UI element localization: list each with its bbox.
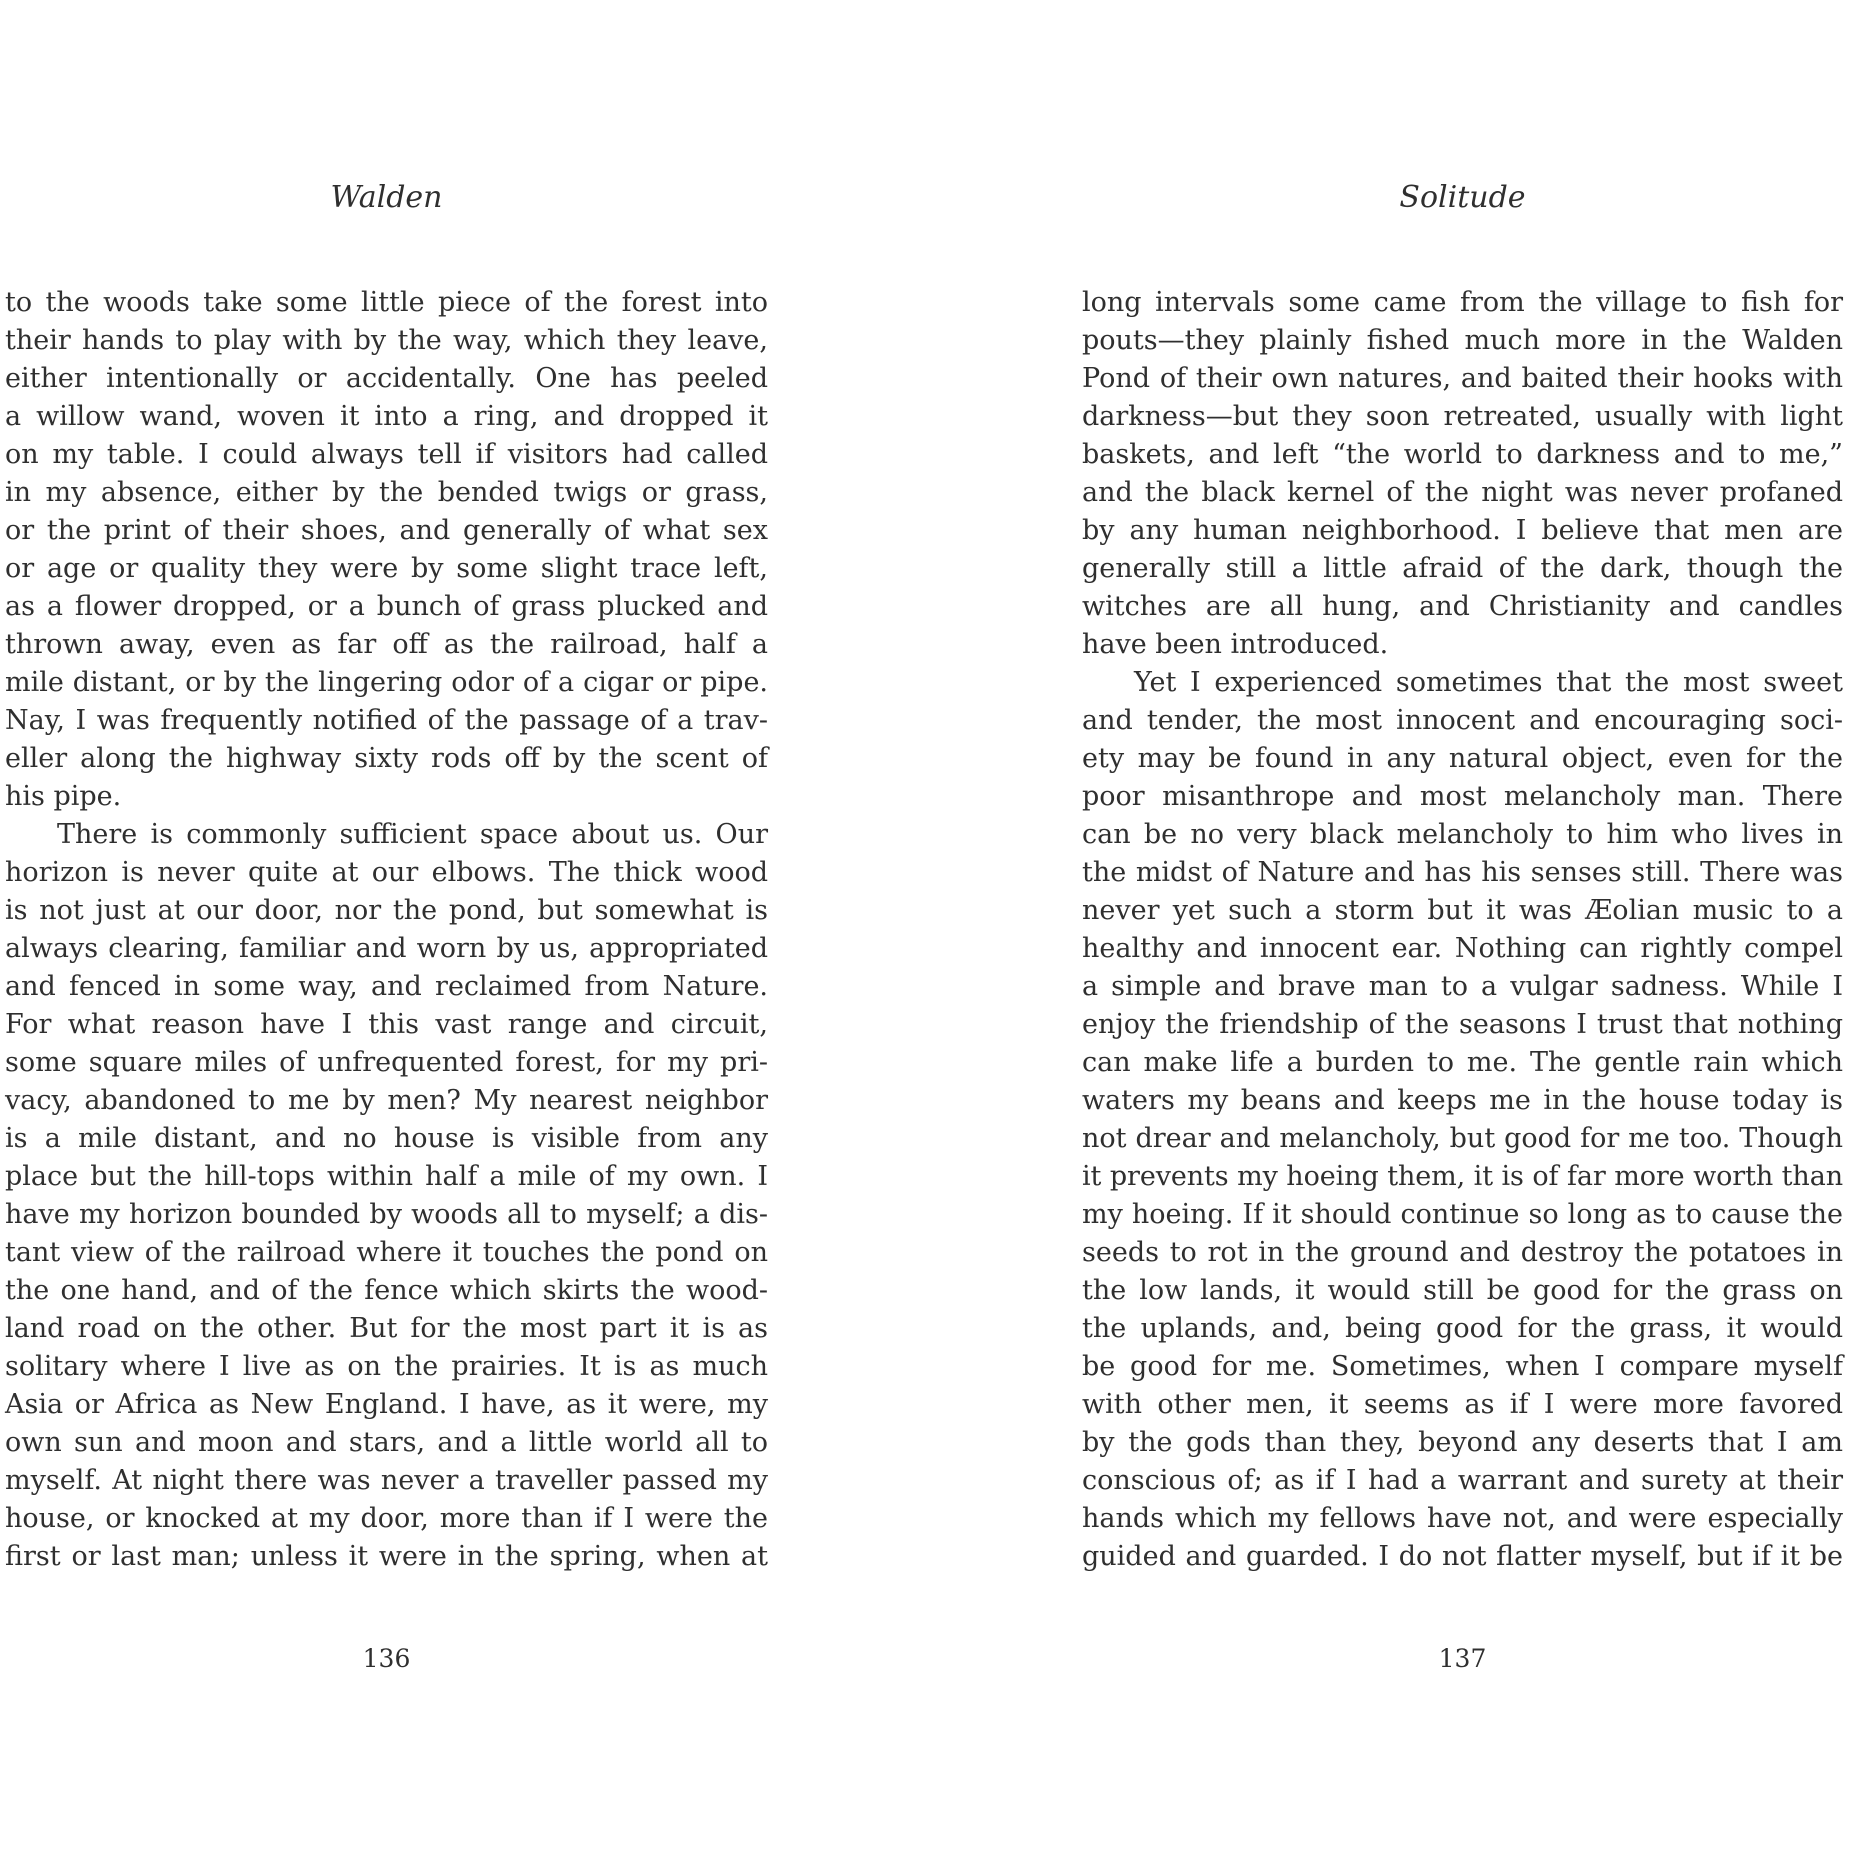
- text-line: first or last man; unless it were in the spring, when at: [5, 1541, 768, 1572]
- text-line: is not just at our door, nor the pond, but somewhat is: [5, 895, 768, 926]
- running-head-right: Solitude: [1399, 180, 1526, 215]
- text-line: vacy, abandoned to me by men? My nearest neighbor: [5, 1085, 768, 1116]
- text-line: waters my beans and keeps me in the house today is: [1082, 1085, 1843, 1116]
- text-line: darkness—but they soon retreated, usually with light: [1082, 401, 1843, 432]
- text-line: the uplands, and, being good for the grass, it would: [1082, 1313, 1843, 1344]
- text-line: Yet I experienced sometimes that the most sweet: [1134, 667, 1843, 698]
- text-line: or age or quality they were by some slight trace left,: [5, 553, 768, 584]
- text-line: eller along the highway sixty rods off by the scent of: [5, 743, 768, 774]
- text-line: not drear and melancholy, but good for me too. Though: [1082, 1123, 1843, 1154]
- text-line: tant view of the railroad where it touches the pond on: [5, 1237, 768, 1268]
- text-line: is a mile distant, and no house is visible from any: [5, 1123, 768, 1154]
- text-line: the one hand, and of the fence which skirts the wood-: [5, 1275, 768, 1306]
- text-line: have my horizon bounded by woods all to myself; a dis-: [5, 1199, 768, 1230]
- text-line: on my table. I could always tell if visitors had called: [5, 439, 768, 470]
- text-line: mile distant, or by the lingering odor of a cigar or pipe.: [5, 667, 768, 698]
- text-line: enjoy the friendship of the seasons I trust that nothing: [1082, 1009, 1843, 1040]
- text-line: their hands to play with by the way, which they leave,: [5, 325, 768, 356]
- text-line: or the print of their shoes, and generally of what sex: [5, 515, 768, 546]
- page-number-left: 136: [362, 1644, 411, 1673]
- text-line: hands which my fellows have not, and were especially: [1082, 1503, 1843, 1534]
- text-line: myself. At night there was never a traveller passed my: [5, 1465, 768, 1496]
- text-line: the midst of Nature and has his senses still. There was: [1082, 857, 1843, 888]
- text-line: a simple and brave man to a vulgar sadness. While I: [1082, 971, 1843, 1002]
- text-line: healthy and innocent ear. Nothing can rightly compel: [1082, 933, 1843, 964]
- text-line: never yet such a storm but it was Æolian music to a: [1082, 895, 1843, 926]
- text-line: and tender, the most innocent and encouraging soci-: [1082, 705, 1843, 736]
- text-line: Nay, I was frequently notified of the passage of a trav-: [5, 705, 768, 736]
- text-line: the low lands, it would still be good for the grass on: [1082, 1275, 1843, 1306]
- text-line: poor misanthrope and most melancholy man. There: [1082, 781, 1843, 812]
- text-line: conscious of; as if I had a warrant and surety at their: [1082, 1465, 1843, 1496]
- text-line: can be no very black melancholy to him who lives in: [1082, 819, 1843, 850]
- text-line: long intervals some came from the village to fish for: [1082, 287, 1843, 318]
- text-line: and fenced in some way, and reclaimed from Nature.: [5, 971, 768, 1002]
- text-line: For what reason have I this vast range and circuit,: [5, 1009, 768, 1040]
- text-line: his pipe.: [5, 781, 122, 812]
- text-line: can make life a burden to me. The gentle rain which: [1082, 1047, 1843, 1078]
- text-line: some square miles of unfrequented forest, for my pri-: [5, 1047, 768, 1078]
- text-line: always clearing, familiar and worn by us, appropriated: [5, 933, 768, 964]
- text-line: it prevents my hoeing them, it is of far more worth than: [1082, 1161, 1843, 1192]
- text-line: my hoeing. If it should continue so long as to cause the: [1082, 1199, 1843, 1230]
- text-line: pouts—they plainly fished much more in the Walden: [1082, 325, 1843, 356]
- text-line: own sun and moon and stars, and a little world all to: [5, 1427, 768, 1458]
- text-line: house, or knocked at my door, more than if I were the: [5, 1503, 768, 1534]
- text-line: Pond of their own natures, and baited their hooks with: [1082, 363, 1843, 394]
- text-line: witches are all hung, and Christianity and candles: [1082, 591, 1843, 622]
- text-line: guided and guarded. I do not flatter myself, but if it be: [1082, 1541, 1843, 1572]
- text-line: by the gods than they, beyond any deserts that I am: [1082, 1427, 1843, 1458]
- text-line: with other men, it seems as if I were more favored: [1082, 1389, 1843, 1420]
- right-page-text: [1082, 284, 1843, 1576]
- text-line: be good for me. Sometimes, when I compare myself: [1082, 1351, 1843, 1382]
- text-line: baskets, and left “the world to darkness and to me,”: [1082, 439, 1843, 470]
- text-line: land road on the other. But for the most part it is as: [5, 1313, 768, 1344]
- text-line: thrown away, even as far off as the railroad, half a: [5, 629, 768, 660]
- left-page-text: [5, 284, 768, 1576]
- text-line: Asia or Africa as New England. I have, as it were, my: [5, 1389, 768, 1420]
- text-line: seeds to rot in the ground and destroy the potatoes in: [1082, 1237, 1843, 1268]
- text-line: have been introduced.: [1082, 629, 1389, 660]
- text-line: as a flower dropped, or a bunch of grass plucked and: [5, 591, 768, 622]
- text-line: either intentionally or accidentally. One has peeled: [5, 363, 768, 394]
- text-line: a willow wand, woven it into a ring, and dropped it: [5, 401, 768, 432]
- text-line: and the black kernel of the night was never profaned: [1082, 477, 1843, 508]
- text-line: horizon is never quite at our elbows. The thick wood: [5, 857, 768, 888]
- text-line: place but the hill-tops within half a mile of my own. I: [5, 1161, 768, 1192]
- running-head-left: Walden: [330, 180, 443, 215]
- text-line: There is commonly sufficient space about us. Our: [57, 819, 768, 850]
- page-number-right: 137: [1438, 1644, 1487, 1673]
- text-line: in my absence, either by the bended twigs or grass,: [5, 477, 768, 508]
- text-line: generally still a little afraid of the dark, though the: [1082, 553, 1843, 584]
- text-line: ety may be found in any natural object, even for the: [1082, 743, 1843, 774]
- text-line: to the woods take some little piece of the forest into: [5, 287, 768, 318]
- text-line: solitary where I live as on the prairies. It is as much: [5, 1351, 768, 1382]
- text-line: by any human neighborhood. I believe that men are: [1082, 515, 1843, 546]
